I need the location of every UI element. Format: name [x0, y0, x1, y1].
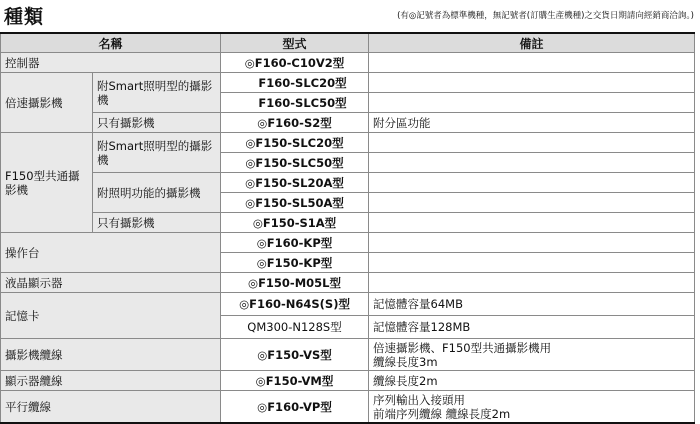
- name-cell: F150型共通攝影機: [1, 133, 93, 233]
- table-row: [1, 371, 695, 391]
- model-cell: ◎F160-N64S(S)型: [221, 293, 369, 316]
- table-row: [1, 233, 695, 253]
- model-cell: QM300-N128S型: [221, 316, 369, 339]
- sub-name-cell: 附照明功能的攝影機: [93, 173, 221, 213]
- model-cell: ◎F150-VS型: [221, 339, 369, 371]
- page-header: [0, 0, 700, 28]
- table-header-row: [1, 33, 695, 53]
- column-header-remarks: 備註: [369, 33, 695, 53]
- model-cell: F160-SLC20型: [221, 73, 369, 93]
- column-header-name: 名稱: [1, 33, 221, 53]
- remarks-cell: [369, 193, 695, 213]
- table-row: [1, 273, 695, 293]
- sub-name-cell: 只有攝影機: [93, 113, 221, 133]
- remarks-cell: 纜線長度2m: [369, 371, 695, 391]
- table-row: [1, 173, 695, 193]
- ordering-note: (有◎記號者為標準機種，無記號者(訂購生產機種)之交貨日期請向經銷商洽詢。): [397, 11, 694, 21]
- remarks-cell: [369, 253, 695, 273]
- model-cell: ◎F150-SL20A型: [221, 173, 369, 193]
- sub-name-cell: 附Smart照明型的攝影機: [93, 133, 221, 173]
- product-types-table: [0, 32, 695, 424]
- remarks-cell: 記憶體容量64MB: [369, 293, 695, 316]
- remarks-cell: 附分區功能: [369, 113, 695, 133]
- model-cell: ◎F160-S2型: [221, 113, 369, 133]
- remarks-cell: [369, 133, 695, 153]
- table-row: [1, 213, 695, 233]
- table-row: [1, 339, 695, 371]
- name-cell: 顯示器纜線: [1, 371, 221, 391]
- remarks-cell: [369, 339, 695, 371]
- model-cell: ◎F160-C10V2型: [221, 53, 369, 73]
- remarks-line: 倍速攝影機、F150型共通攝影機用: [373, 340, 552, 355]
- model-cell: ◎F160-VP型: [221, 391, 369, 424]
- column-header-model: 型式: [221, 33, 369, 53]
- name-cell: 記憶卡: [1, 293, 221, 339]
- remarks-cell: 記憶體容量128MB: [369, 316, 695, 339]
- page-title: 種類: [4, 6, 45, 28]
- table-row: [1, 293, 695, 316]
- table-row: [1, 73, 695, 93]
- remarks-line: 前端序列纜線 纜線長度2m: [373, 406, 511, 421]
- remarks-cell: [369, 153, 695, 173]
- model-cell: ◎F150-SL50A型: [221, 193, 369, 213]
- remarks-cell: [369, 73, 695, 93]
- name-cell: 倍速攝影機: [1, 73, 93, 133]
- model-cell: ◎F150-KP型: [221, 253, 369, 273]
- name-cell: 操作台: [1, 233, 221, 273]
- model-cell: ◎F150-SLC20型: [221, 133, 369, 153]
- table-row: [1, 53, 695, 73]
- remarks-cell: [369, 173, 695, 193]
- table-row: [1, 133, 695, 153]
- sub-name-cell: 附Smart照明型的攝影機: [93, 73, 221, 113]
- model-cell: ◎F150-SLC50型: [221, 153, 369, 173]
- name-cell: 控制器: [1, 53, 221, 73]
- remarks-cell: [369, 53, 695, 73]
- table-row: [1, 113, 695, 133]
- table-row: [1, 391, 695, 424]
- name-cell: 平行纜線: [1, 391, 221, 424]
- sub-name-cell: 只有攝影機: [93, 213, 221, 233]
- model-cell: ◎F150-M05L型: [221, 273, 369, 293]
- remarks-line: 纜線長度3m: [373, 354, 438, 369]
- remarks-cell: [369, 213, 695, 233]
- remarks-line: 序列輸出入接頭用: [373, 392, 466, 407]
- model-cell: ◎F160-KP型: [221, 233, 369, 253]
- remarks-cell: [369, 391, 695, 424]
- name-cell: 攝影機纜線: [1, 339, 221, 371]
- model-cell: ◎F150-VM型: [221, 371, 369, 391]
- remarks-cell: [369, 273, 695, 293]
- model-cell: F160-SLC50型: [221, 93, 369, 113]
- name-cell: 液晶顯示器: [1, 273, 221, 293]
- remarks-cell: [369, 93, 695, 113]
- remarks-cell: [369, 233, 695, 253]
- model-cell: ◎F150-S1A型: [221, 213, 369, 233]
